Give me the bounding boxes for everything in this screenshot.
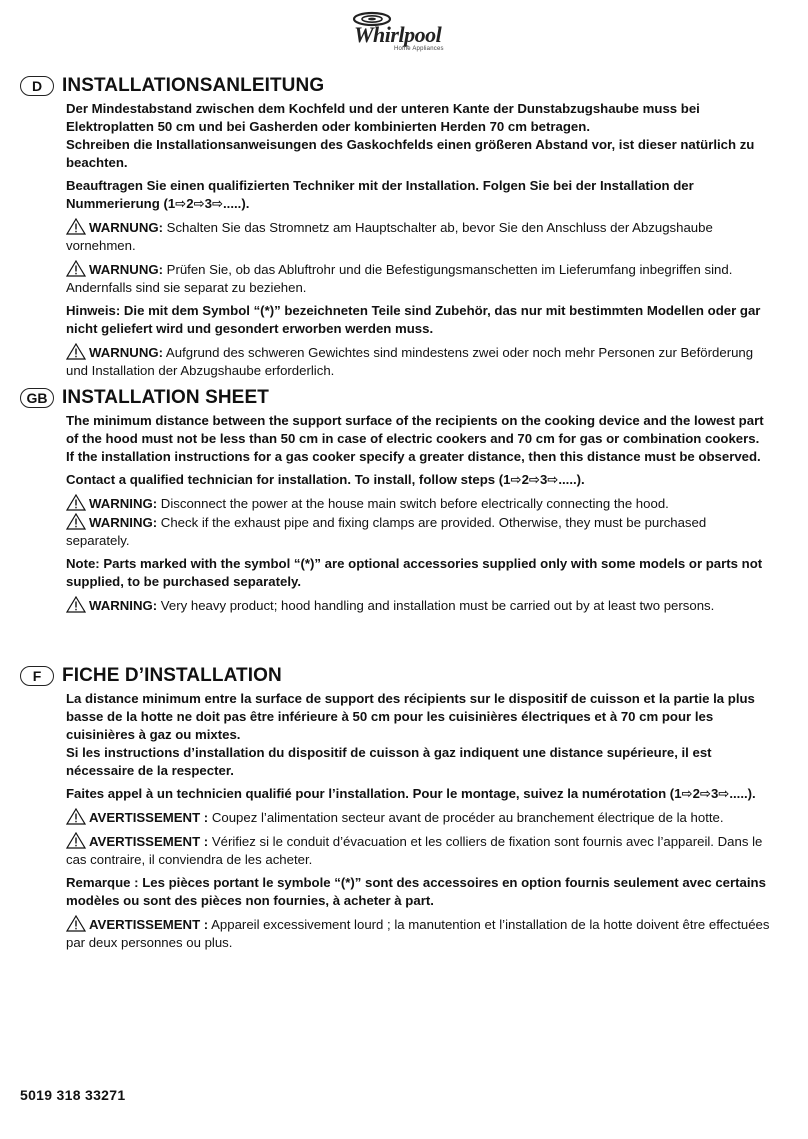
section-body	[66, 100, 772, 380]
warning-text: Appareil excessivement lourd ; la manutention et l’installation de la hotte doivent être effectuées par deux personnes ou plus.	[66, 917, 770, 950]
warning-paragraph	[66, 260, 772, 297]
section-body	[66, 690, 772, 952]
warning-paragraph	[66, 343, 772, 380]
language-badge: D	[20, 76, 54, 96]
paragraph: Der Mindestabstand zwischen dem Kochfeld und der unteren Kante der Dunstabzugshaube muss bei Elektroplatten 50 cm und bei Gasherden oder kombinierten Herden 70 cm betragen.	[66, 101, 700, 134]
language-badge: GB	[20, 388, 54, 408]
section-title: FICHE D’INSTALLATION	[62, 665, 282, 686]
warning-text: Disconnect the power at the house main switch before electrically connecting the hood.	[157, 496, 669, 511]
section-title: INSTALLATIONSANLEITUNG	[62, 75, 325, 96]
warning-text: Schalten Sie das Stromnetz am Hauptschalter ab, bevor Sie den Anschluss der Abzugshaube vornehmen.	[66, 220, 713, 253]
warning-label: WARNING:	[89, 598, 158, 613]
warning-icon	[66, 218, 86, 235]
warning-label: WARNING:	[89, 515, 158, 530]
section-gb	[20, 386, 772, 620]
warning-paragraph	[66, 513, 772, 550]
paragraph: Remarque : Les pièces portant le symbole “(*)” sont des accessoires en option fournis seulement avec certains modèles ou sont des pièces non fournies, à acheter à part.	[66, 875, 766, 908]
warning-paragraph	[66, 218, 772, 255]
section-title: INSTALLATION SHEET	[62, 387, 269, 408]
warning-label: WARNUNG:	[89, 262, 163, 277]
paragraph: Beauftragen Sie einen qualifizierten Techniker mit der Installation. Folgen Sie bei der Installation der Nummerierung (1⇨2⇨3⇨.....).	[66, 178, 694, 211]
warning-icon	[66, 513, 86, 530]
warning-text: Aufgrund des schweren Gewichtes sind mindestens zwei oder noch mehr Personen zur Beförderung und Installation der Abzugshaube erforderlich.	[66, 345, 754, 378]
paragraph: Hinweis: Die mit dem Symbol “(*)” bezeichneten Teile sind Zubehör, das nur mit bestimmten Modellen oder gar nicht geliefert wird und gesondert erworben werden muss.	[66, 303, 761, 336]
section-body	[66, 412, 772, 615]
warning-icon	[66, 808, 86, 825]
section-header	[20, 74, 772, 98]
warning-label: AVERTISSEMENT :	[89, 917, 209, 932]
paragraph: Schreiben die Installationsanweisungen des Gaskochfelds einen größeren Abstand vor, ist dieser natürlich zu beachten.	[66, 137, 755, 170]
whirlpool-logo	[340, 8, 450, 56]
warning-label: WARNING:	[89, 496, 158, 511]
warning-paragraph	[66, 808, 772, 827]
warning-text: Prüfen Sie, ob das Abluftrohr und die Befestigungsmanschetten im Lieferumfang inbegriffen sind. Andernfalls sind sie separat zu beziehen.	[66, 262, 733, 295]
paragraph: Contact a qualified technician for installation. To install, follow steps (1⇨2⇨3⇨.....).	[66, 472, 585, 487]
warning-icon	[66, 260, 86, 277]
section-header	[20, 386, 772, 410]
language-badge: F	[20, 666, 54, 686]
document-code: 5019 318 33271	[20, 1087, 126, 1103]
section-fr	[20, 664, 772, 957]
warning-icon	[66, 494, 86, 511]
warning-icon	[66, 596, 86, 613]
section-de	[20, 74, 772, 385]
paragraph: Note: Parts marked with the symbol “(*)” are optional accessories supplied only with some models or parts not supplied, to be purchased separately.	[66, 556, 763, 589]
paragraph: If the installation instructions for a gas cooker specify a greater distance, then this distance must be observed.	[66, 449, 761, 464]
logo-brand: Whirlpool	[354, 22, 442, 47]
warning-paragraph	[66, 596, 772, 615]
warning-text: Coupez l’alimentation secteur avant de procéder au branchement électrique de la hotte.	[208, 810, 724, 825]
section-header	[20, 664, 772, 688]
warning-text: Vérifiez si le conduit d’évacuation et les colliers de fixation sont fournis avec l’appareil. Dans le cas contraire, il conviendra de les acheter.	[66, 834, 763, 867]
warning-label: AVERTISSEMENT :	[89, 810, 209, 825]
logo-subtitle: Home Appliances	[394, 46, 444, 52]
warning-text: Very heavy product; hood handling and installation must be carried out by at least two persons.	[157, 598, 715, 613]
warning-paragraph	[66, 915, 772, 952]
warning-label: WARNUNG:	[89, 345, 163, 360]
warning-label: AVERTISSEMENT :	[89, 834, 209, 849]
warning-icon	[66, 832, 86, 849]
warning-label: WARNUNG:	[89, 220, 163, 235]
paragraph: La distance minimum entre la surface de support des récipients sur le dispositif de cuisson et la partie la plus basse de la hotte ne doit pas être inférieure à 50 cm pour les cuisinières électriques et à 70 cm pour les cuisinières à gaz ou mixtes.	[66, 691, 755, 742]
warning-paragraph	[66, 494, 772, 513]
warning-paragraph	[66, 832, 772, 869]
paragraph: Faites appel à un technicien qualifié pour l’installation. Pour le montage, suivez la numérotation (1⇨2⇨3⇨.....).	[66, 786, 756, 801]
warning-icon	[66, 343, 86, 360]
paragraph: The minimum distance between the support surface of the recipients on the cooking device and the lowest part of the hood must not be less than 50 cm in case of electric cookers and 70 cm for gas or combination cookers.	[66, 413, 764, 446]
warning-icon	[66, 915, 86, 932]
warning-text: Check if the exhaust pipe and fixing clamps are provided. Otherwise, they must be purchased separately.	[66, 515, 707, 548]
paragraph: Si les instructions d’installation du dispositif de cuisson à gaz indiquent une distance supérieure, il est nécessaire de la respecter.	[66, 745, 712, 778]
